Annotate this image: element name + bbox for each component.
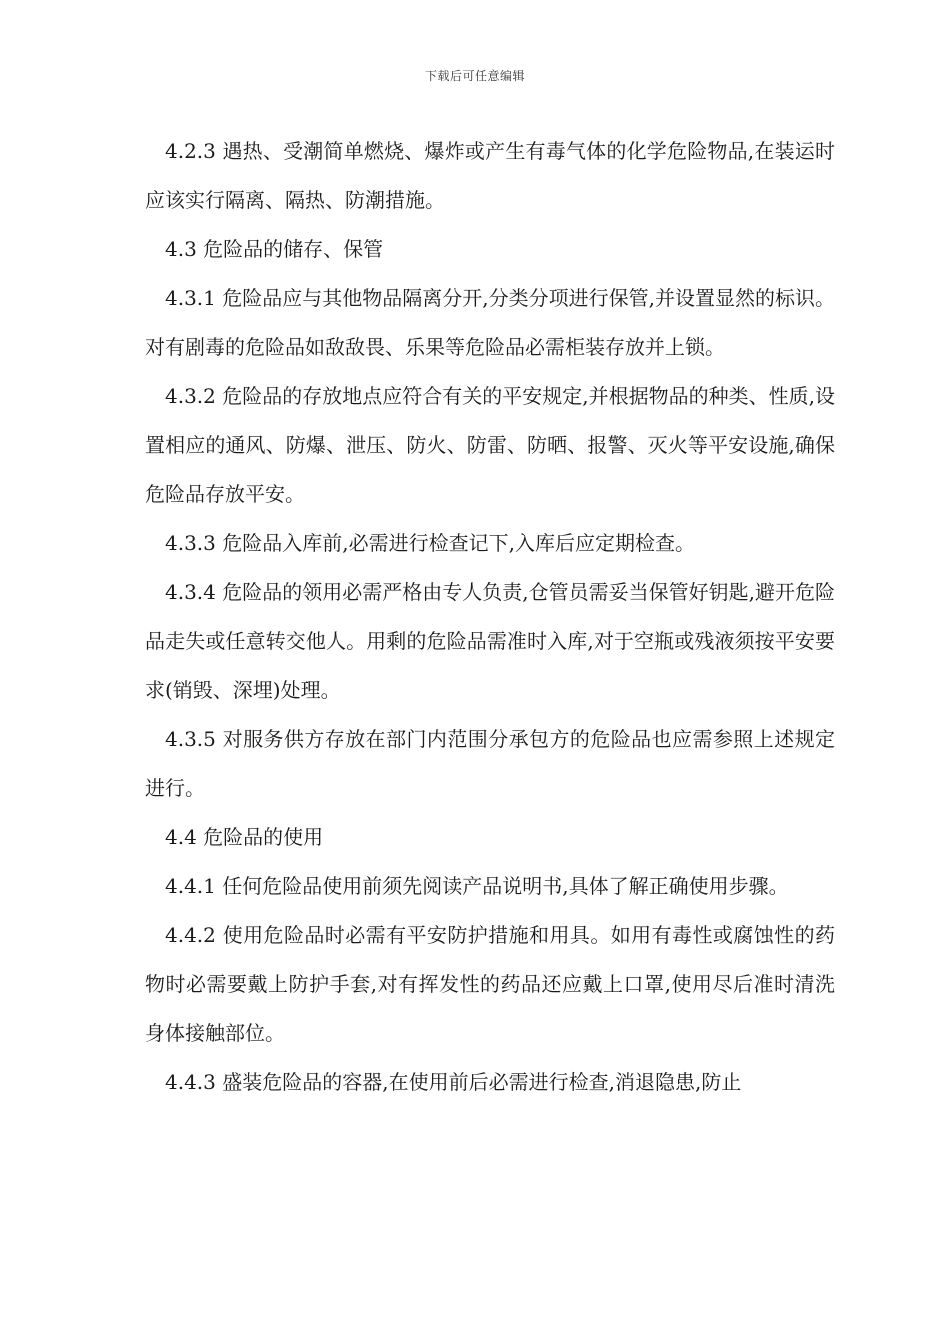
page-header: 下载后可任意编辑	[424, 69, 525, 83]
paragraph-4-4-3: 4.4.3 盛装危险品的容器,在使用前后必需进行检查,消退隐患,防止	[165, 1070, 742, 1094]
heading-4-4: 4.4 危险品的使用	[165, 825, 324, 849]
paragraph-4-3-3: 4.3.3 危险品入库前,必需进行检查记下,入库后应定期检查。	[165, 531, 695, 555]
paragraph-4-3-4: 4.3.4 危险品的领用必需严格由专人负责,仓管员需妥当保管好钥匙,避开危险品走失或任意转交他人。用剩的危险品需准时入库,对于空瓶或残液须按平安要求(销毁、深埋)处理。	[145, 580, 835, 702]
paragraph-4-3-2: 4.3.2 危险品的存放地点应符合有关的平安规定,并根据物品的种类、性质,设置相应的通风、防爆、泄压、防火、防雷、防晒、报警、灭火等平安设施,确保危险品存放平安。	[145, 384, 835, 506]
heading-4-3: 4.3 危险品的储存、保管	[165, 237, 384, 261]
paragraph-4-2-3: 4.2.3 遇热、受潮简单燃烧、爆炸或产生有毒气体的化学危险物品,在装运时应该实行隔离、隔热、防潮措施。	[145, 139, 835, 212]
paragraph-4-4-2: 4.4.2 使用危险品时必需有平安防护措施和用具。如用有毒性或腐蚀性的药物时必需要戴上防护手套,对有挥发性的药品还应戴上口罩,使用尽后准时清洗身体接触部位。	[145, 923, 835, 1045]
document-body	[145, 127, 835, 1107]
paragraph-4-3-1: 4.3.1 危险品应与其他物品隔离分开,分类分项进行保管,并设置显然的标识。对有剧毒的危险品如敌敌畏、乐果等危险品必需柜装存放并上锁。	[145, 286, 835, 359]
paragraph-4-3-5: 4.3.5 对服务供方存放在部门内范围分承包方的危险品也应需参照上述规定进行。	[145, 727, 835, 800]
paragraph-4-4-1: 4.4.1 任何危险品使用前须先阅读产品说明书,具体了解正确使用步骤。	[165, 874, 789, 898]
